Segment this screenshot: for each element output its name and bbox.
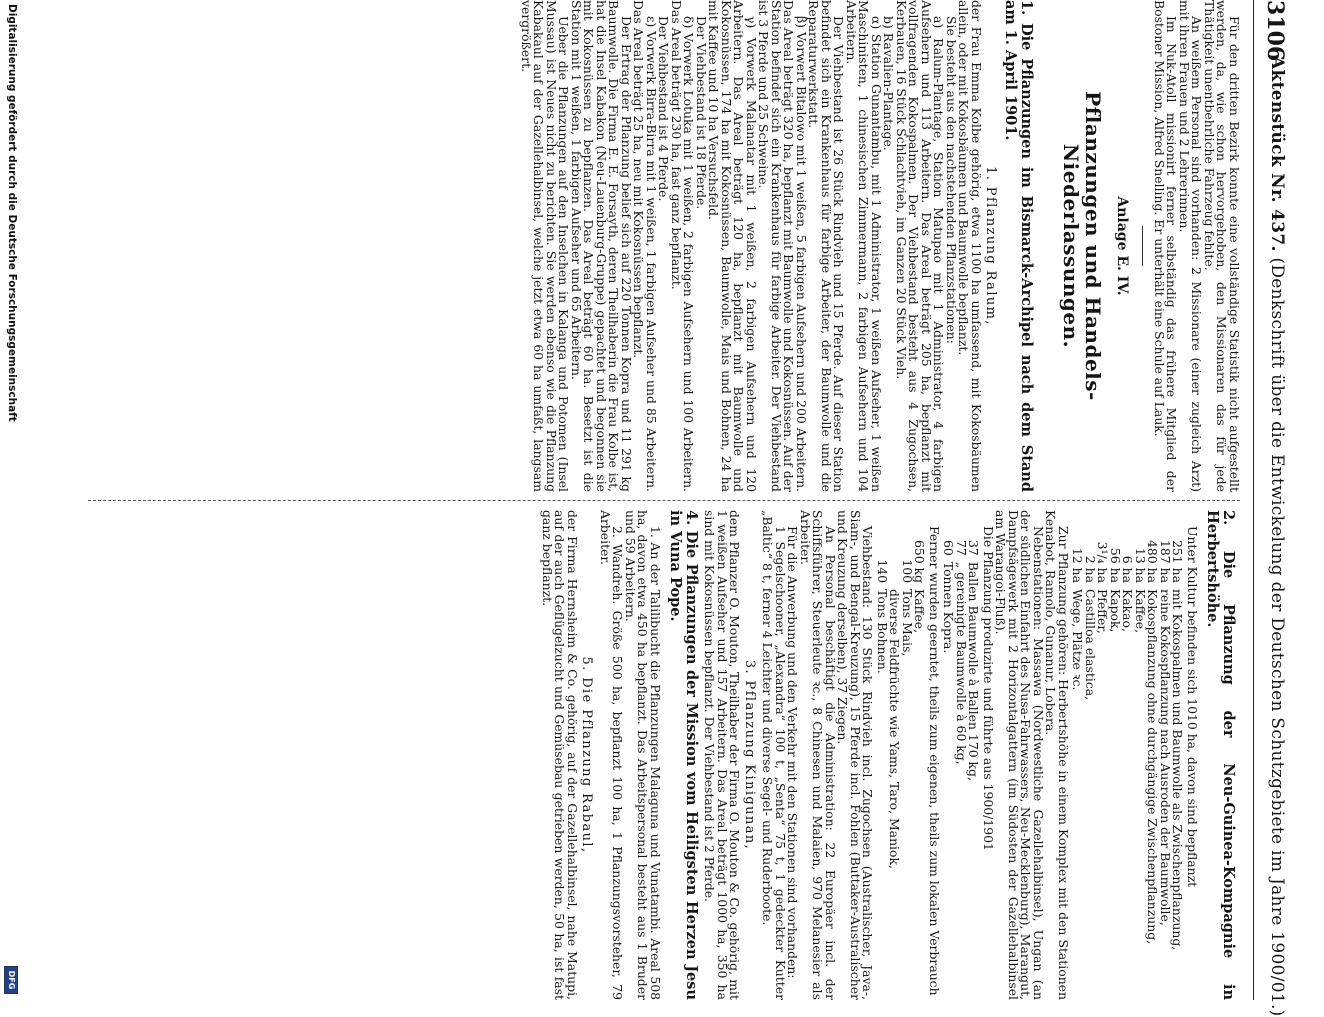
running-title-doc: Aktenstück Nr. 437.	[1267, 56, 1287, 252]
heading: 4. Die Pflanzungen der Mission vom Heiligsten Herzen Jesu in Vuna Pope.	[667, 510, 700, 1000]
paragraph: An weißem Personal sind vorhanden: 2 Missionare (einer zugleich Arzt) mit ihren Frauen und 2 Lehrerinnen.	[1177, 0, 1205, 492]
list-item-amount: 251 ha	[1170, 540, 1186, 583]
list-item	[1109, 540, 1122, 956]
credit-text: Digitalisierung gefördert durch die Deutsche Forschungsgemeinschaft	[6, 4, 18, 422]
column-divider	[88, 500, 1240, 501]
list-item-amount: 37	[966, 540, 982, 556]
paragraph: Für den dritten Bezirk konnte eine vollständige Statistik nicht aufgestellt werden, da, wie schon hervorgehoben, den Missionaren das für jede Thätigkeit unentbehrliche Fahrzeug fehlte.	[1202, 0, 1242, 492]
list-item-amount: 480 ha	[1145, 540, 1161, 583]
separator-rule	[1143, 226, 1144, 266]
harvest-list	[876, 540, 926, 875]
paragraph: Nebenstationen: Massawa (Nordwestliche Gazellehalbinsel), Ungan (an der südlichen Einfahrt des Nusa-Fahrwassers, Neu-Mecklenburg), Marangut, Dampfsägewerk mit 2 Horizontalgattern (im Südosten der Gazellehalbinsel am Warangoi-Fluß).	[993, 510, 1046, 1000]
list-item-text: „ gereinigte Baumwolle à 60 kg,	[954, 561, 969, 765]
annex-label: Anlage E. IV.	[1114, 196, 1131, 296]
subheading: 1. Pflanzung Ralum,	[983, 166, 999, 326]
heading: 2. Die Pflanzung der Neu-Guinea-Kompagnie in Herbertshöhe.	[1204, 510, 1237, 1000]
paragraph: 1. An der Talilibucht die Pflanzungen Malaguna und Vunatambi. Areal 508 ha, davon etwa 450 ha bepflanzt. Das Arbeitspersonal besteht aus 1 Bruder und 59 Arbeitern.	[623, 510, 663, 1000]
paragraph: der Firma Hernsheim & Co. gehörig, auf der Gazellehalbinsel, nahe Matupi, auf der auch Geflügelzucht und Gemüsebau getrieben werden, 50 ha, ist fast ganz bepflanzt.	[540, 510, 580, 1000]
digitization-credit	[4, 0, 18, 1000]
paragraph: Ueber die Pflanzungen auf den Inselchen in Kalanga und Potomen (Insel Mussau) ist Neues nicht zu berichten. Sie werden ebenso wie die Pflanzung Kabakaul auf der Gazellehalbinsel, welche jetzt etwa 60 ha umfaßt, langsam vergrößert.	[519, 0, 572, 492]
paragraph: Der Viehbestand ist 26 Stück Rindvieh und 15 Pferde. Auf dieser Station befindet sich ein Krankenhaus für farbige Arbeiter, der Baumwolle und die Reparaturwerkstatt.	[806, 0, 847, 492]
list-item-text: Wege, Plätze ꝛc.	[1070, 588, 1086, 691]
paragraph: b) Ravalien-Plantage.	[881, 16, 897, 151]
paragraph: Der Viehbestand ist 4 Pferde.	[656, 16, 672, 202]
paragraph: Sie besteht aus den nachstehenden Pflanzstationen:	[944, 16, 959, 344]
list-item-amount: 56 ha	[1108, 547, 1123, 583]
paragraph: δ) Vorwerk Lotuka mit 1 weißen, 2 farbigen Aufsehern und 100 Arbeitern. Das Areal beträgt 230 ha, fast ganz bepflanzt.	[669, 0, 697, 492]
paragraph: Für die Anwerbung und den Verkehr mit den Stationen sind vorhanden:	[785, 526, 801, 979]
paragraph: 2. Wandreh. Größe 500 ha, bepflanzt 100 ha, 1 Pflanzungsvorsteher, 79 Arbeiter.	[598, 510, 626, 1000]
right-column	[88, 510, 1240, 1000]
subheading: 5. Die Pflanzung Rabaul,	[579, 656, 595, 854]
list-item-amount: 6 ha	[1120, 555, 1136, 583]
list-item-amount: 650 kg	[912, 540, 928, 584]
list-item	[1159, 540, 1172, 956]
page-number: 3106	[1262, 0, 1288, 62]
section-title: Pflanzungen und Handels-Niederlassungen.	[1059, 91, 1106, 401]
list-item-text: reine Kokospflanzung nach Ausroden der Baumwolle,	[1158, 588, 1173, 926]
list-item-text: mit Kokospalmen und Baumwolle als Zwischenpflanzung,	[1170, 588, 1186, 951]
list-item-amount: 60	[941, 540, 957, 556]
left-column	[88, 0, 1240, 492]
paragraph: Ferner wurden geerntet, theils zum eigenen, theils zum lokalen Verbrauch	[927, 526, 942, 996]
paragraph: a) Ralum-Plantage, Station Matupao mit 1 Administrator, 4 farbigen Aufsehern und 113 Arbeitern. Das Areal beträgt 205 ha, bepflanzt mit vollfragenden Kokospalmen. Der Viehbestand besteht aus 4 Zugochsen, Kerbauen, 16 Stück Schlachtvieh, im Ganzen 20 Stück Vieh.	[894, 0, 947, 492]
paragraph: Der Ertrag der Pflanzung belief sich auf 220 Tonnen Kopra und 11 291 kg Baumwolle. Die Firma E. E. Forsayth, deren Theilhaberin die Frau Kolbe ist, hat die Insel Kabakon (Neu-Lauenburg-Gruppe) gepachtet und begonnen sie mit Kokosnüssen zu bepflanzen. Das Areal beträgt 60 ha. Besetzt ist die Station mit 1 weißen, 1 farbigen Aufseher und 65 Arbeitern.	[569, 0, 634, 492]
paragraph: Der Viehbestand ist 18 Pferde.	[694, 16, 709, 210]
list-item-text: diverse Feldfrüchte wie Yams, Taro, Maniok,	[887, 589, 903, 869]
list-item-amount: 100	[900, 559, 915, 584]
planting-list	[1071, 540, 1184, 956]
list-item-text: Tons Mais,	[900, 589, 915, 657]
list-item-text: Tons Bohnen.	[875, 589, 890, 674]
paragraph: Viehbestand: 130 Stück Rindvieh incl. Zugochsen (Australischer, Java-, Siam-, und Bengal-Kreuzung), 15 Pferde incl. Fohlen (Buttaker-Australischer und Kreuzung derselben), 37 Ziegen.	[835, 510, 876, 1000]
list-item-amount: 12 ha	[1070, 547, 1086, 583]
subheading: 3. Pflanzung Kinigunan,	[742, 659, 757, 851]
list-item-text: Castilloa elastica,	[1083, 588, 1098, 701]
list-item	[942, 540, 955, 787]
list-item	[1084, 540, 1097, 956]
paragraph: An Personal beschäftigt die Administration: 22 Europäer incl. der Schiffsführer, Steuerleute ꝛc., 8 Chinesen und Malaien, 970 Melanesier als Arbeiter.	[798, 510, 838, 1000]
paragraph: dem Pflanzer O. Mouton, Theilhaber der Firma O. Mouton & Co. gehörig, mit 1 weißen Aufseher und 157 Arbeitern. Das Areal beträgt 1000 ha, 350 ha sind mit Kokosnüssen bepflanzt. Der Viehbestand ist 2 Pferde.	[702, 510, 743, 1000]
list-item-text: Pfeffer,	[1095, 588, 1111, 634]
list-item-text: Ballen Baumwolle à Ballen 170 kg,	[966, 561, 982, 781]
list-item-amount: 3¹/₄ ha	[1095, 541, 1111, 583]
paragraph: γ) Vorwerk Malanatar mit 1 weißen, 2 farbigen Aufsehern und 120 Arbeitern. Das Areal beträgt 120 ha, bepflanzt mit Baumwolle und Kokosnüssen, 174 ha mit Kokosnüssen, Baumwolle, Mais und Bohnen, 24 ha mit Kaffee und 10 ha Versuchsfeld.	[706, 0, 759, 492]
list-item-text: Kaffee,	[1133, 588, 1148, 634]
paragraph: der Frau Emma Kolbe gehörig, etwa 1100 ha umfassend, mit Kokosbäumen allein, oder mit Kokosbäumen und Baumwolle bepflanzt.	[956, 0, 984, 492]
list-item	[1071, 540, 1084, 956]
paragraph: Die Pflanzung produzirte und führte aus 1900/1901	[981, 526, 996, 851]
list-item-text: Tonnen Kopra.	[941, 561, 957, 654]
paragraph: Zur Pflanzung gehören: Herbertshöhe in einem Komplex mit den Stationen Kenabot, Ramolo, Gunanur, Lobera.	[1043, 510, 1071, 1000]
paragraph: ε) Vorwerk Birra-Birra mit 1 weißen, 1 farbigen Aufseher und 85 Arbeitern. Das Areal beträgt 25 ha, neu mit Kokosnüssen bepflanzt.	[631, 0, 659, 492]
paragraph: β) Vorwert Bitalowo mit 1 weißen, 5 farbigen Aufsehern und 200 Arbeitern. Das Areal beträgt 320 ha, bepflanzt mit Baumwolle und Kokosnüssen. Auf der Station befindet sich ein Krankenhaus für farbige Arbeiter. Der Viehbestand ist 3 Pferde und 25 Schweine.	[756, 0, 809, 492]
list-item-amount: 140	[875, 559, 890, 584]
list-item-text: Kaffee,	[912, 589, 928, 634]
page-header	[1253, 0, 1290, 1017]
list-item	[955, 540, 968, 787]
list-item-text: Kapok,	[1108, 588, 1123, 633]
running-title-text: (Denkschrift über die Entwickelung der Deutschen Schutzgebiete im Jahre 1900/01.)	[1267, 257, 1287, 1017]
list-item-amount: 77	[954, 540, 969, 556]
paragraph: Im Nuk-Atoll missionirt ferner selbständig das frühere Mitglied der Bostoner Mission, Alfred Snelling. Er unterhält eine Schule auf Lauk.	[1152, 0, 1180, 492]
produce-list	[942, 540, 980, 787]
list-item	[1134, 540, 1147, 956]
list-item-amount: 13 ha	[1133, 547, 1148, 583]
list-item-text: Kokospflanzung ohne durchgängige Zwischenpflanzung,	[1145, 588, 1161, 945]
paragraph: 1 Segelschooner, „Alexandra“ 100 t, „Senta“ 75 t, 1 gedeckter Kutter „Baltic“ 8 t, ferner 4 Leichter und diverse Segel- und Ruderboote.	[760, 510, 788, 1000]
list-item-text: Kakao,	[1120, 588, 1136, 632]
heading: 1. Die Pflanzungen im Bismarck-Archipel nach dem Stand am 1. April 1901.	[1002, 0, 1036, 492]
paragraph: α) Station Gunantambu, mit 1 Administrator, 1 weißen Aufseher, 1 weißen Maschinisten, 1 chinesischen Zimmermann, 2 farbigen Aufsehern und 104 Arbeitern.	[844, 0, 884, 492]
list-item	[901, 540, 914, 875]
running-title	[1267, 56, 1287, 1017]
list-item-amount: 187 ha	[1158, 540, 1173, 583]
list-item-amount: 2 ha	[1083, 555, 1098, 583]
paragraph: Unter Kultur befinden sich 1010 ha, davon sind bepflanzt	[1185, 526, 1200, 888]
dfg-logo-icon: DFG	[4, 966, 18, 994]
list-item	[876, 540, 889, 875]
